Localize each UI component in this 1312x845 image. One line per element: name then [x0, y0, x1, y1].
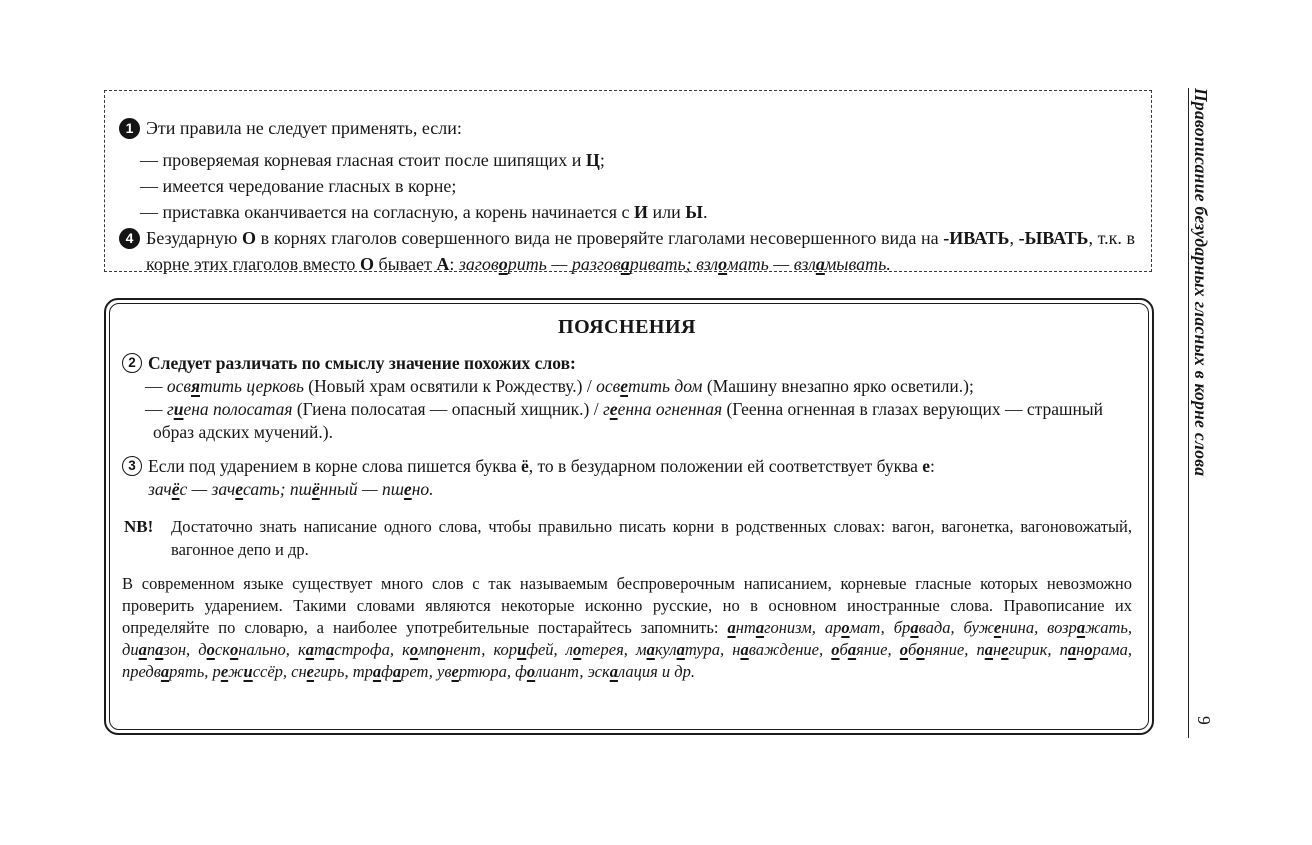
explanation-item-2 — [122, 352, 1132, 444]
item-2-number-badge: 2 — [122, 353, 142, 373]
item-3-number-badge: 3 — [122, 456, 142, 476]
margin-divider-line — [1188, 88, 1189, 738]
page-number: 9 — [1194, 716, 1214, 725]
item-2-example-2: — гиена полосатая (Гиена полосатая — опасный хищник.) / геенна огненная (Геенна огненная в глазах верующих — страшный образ адских мучений.). — [145, 399, 1103, 442]
item-3-text: Если под ударением в корне слова пишется буква ё, то в безударном положении ей соответствует буква е: — [148, 456, 935, 476]
rule-4-number-badge: 4 — [119, 228, 140, 249]
explanations-box — [104, 298, 1154, 735]
rule-1-subitem-1: — проверяемая корневая гласная стоит после шипящих и Ц; — [140, 150, 605, 170]
margin-chapter-title: Правописание безударных гласных в корне слова — [1191, 88, 1211, 477]
rule-1-text: Эти правила не следует применять, если: — [146, 118, 462, 138]
rule-1-subitems — [140, 147, 1135, 225]
item-2-heading: Следует различать по смыслу значение похожих слов: — [148, 353, 576, 373]
rule-item-1 — [115, 115, 1135, 225]
explanations-box-inner — [109, 303, 1149, 730]
item-3-examples: зачёс — зачесать; пшённый — пшено. — [148, 479, 434, 499]
rule-1-subitem-3: — приставка оканчивается на согласную, а корень начинается с И или Ы. — [140, 202, 708, 222]
rule-4-text: Безударную О в корнях глаголов совершенного вида не проверяйте глаголами несовершенного вида на -ИВАТЬ, -ЫВАТЬ, т.к. в корне этих глаголов вместо О бывает А: заговорить — разговаривать; взломать — взламывать. — [146, 228, 1136, 274]
rules-note-box — [104, 90, 1152, 272]
item-2-example-1: — освятить церковь (Новый храм освятили к Рождеству.) / осветить дом (Машину внезапно ярко осветили.); — [145, 376, 974, 396]
explanations-title: ПОЯСНЕНИЯ — [558, 316, 696, 338]
nb-text: Достаточно знать написание одного слова, чтобы правильно писать корни в родственных словах: вагон, вагонетка, вагоновожатый, вагонное депо и др. — [171, 517, 1132, 559]
closing-paragraph: В современном языке существует много слов с так называемым беспроверочным написанием, корневые гласные которых невозможно проверить ударением. Такими словами являются некоторые исконно русские, но в основном иностранные слова. Правописание их определяйте по словарю, а наиболее употребительные постарайтесь запомнить: антагонизм, аромат, бравада, буженина, возражать, диапазон, досконально, катастрофа, компонент, корифей, лотерея, макулатура, наваждение, обаяние, обоняние, панегирик, панорама, предварять, режиссёр, снегирь, трафарет, увертюра, фолиант, эскалация и др. — [122, 574, 1133, 681]
nb-note — [122, 516, 1132, 561]
nb-label: NB! — [124, 517, 154, 536]
rule-item-4 — [115, 225, 1135, 277]
explanation-item-3 — [122, 455, 1132, 501]
rule-1-number-badge: 1 — [119, 118, 140, 139]
rule-1-subitem-2: — имеется чередование гласных в корне; — [140, 176, 457, 196]
